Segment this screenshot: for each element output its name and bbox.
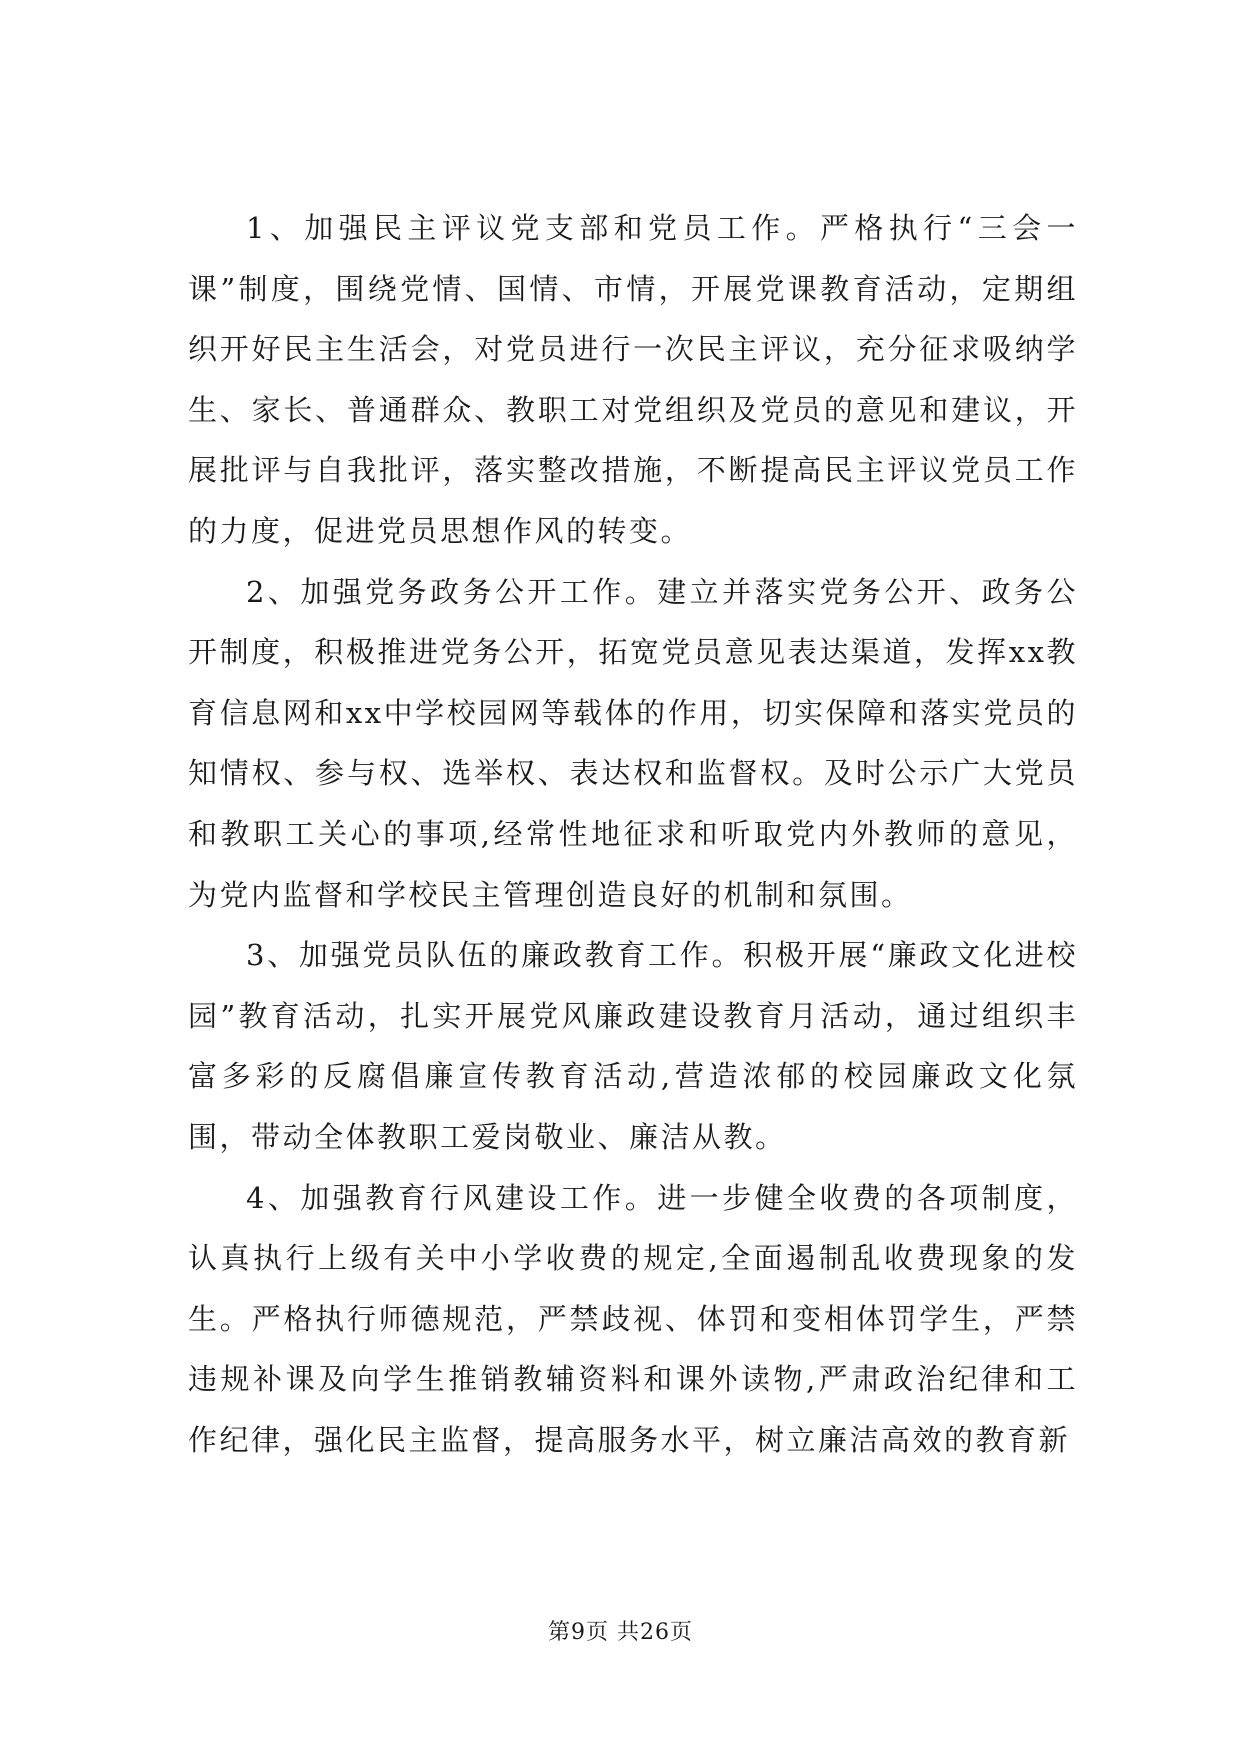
paragraph-2: 2、加强党务政务公开工作。建立并落实党务公开、政务公开制度，积极推进党务公开，拓宽党员意见表达渠道，发挥xx教育信息网和xx中学校园网等载体的作用，切实保障和落实党员的知情权、参与权、选举权、表达权和监督权。及时公示广大党员和教职工关心的事项,经常性地征求和听取党内外教师的意见，为党内监督和学校民主管理创造良好的机制和氛围。 [188,574,1078,912]
paragraph-4: 4、加强教育行风建设工作。进一步健全收费的各项制度，认真执行上级有关中小学收费的规定,全面遏制乱收费现象的发生。严格执行师德规范，严禁歧视、体罚和变相体罚学生，严禁违规补课及向学生推销教辅资料和课外读物,严肃政治纪律和工作纪律，强化民主监督，提高服务水平，树立廉洁高效的教育新 [188,1180,1078,1457]
document-body [188,198,1078,1470]
paragraph-1: 1、加强民主评议党支部和党员工作。严格执行“三会一课”制度，围绕党情、国情、市情，开展党课教育活动，定期组织开好民主生活会，对党员进行一次民主评议，充分征求吸纳学生、家长、普通群众、教职工对党组织及党员的意见和建议，开展批评与自我批评，落实整改措施，不断提高民主评议党员工作的力度，促进党员思想作风的转变。 [188,211,1078,548]
paragraph-3: 3、加强党员队伍的廉政教育工作。积极开展“廉政文化进校园”教育活动，扎实开展党风廉政建设教育月活动，通过组织丰富多彩的反腐倡廉宣传教育活动,营造浓郁的校园廉政文化氛围，带动全体教职工爱岗敬业、廉洁从教。 [188,938,1078,1154]
page-number-footer: 第9页 共26页 [548,1620,693,1645]
